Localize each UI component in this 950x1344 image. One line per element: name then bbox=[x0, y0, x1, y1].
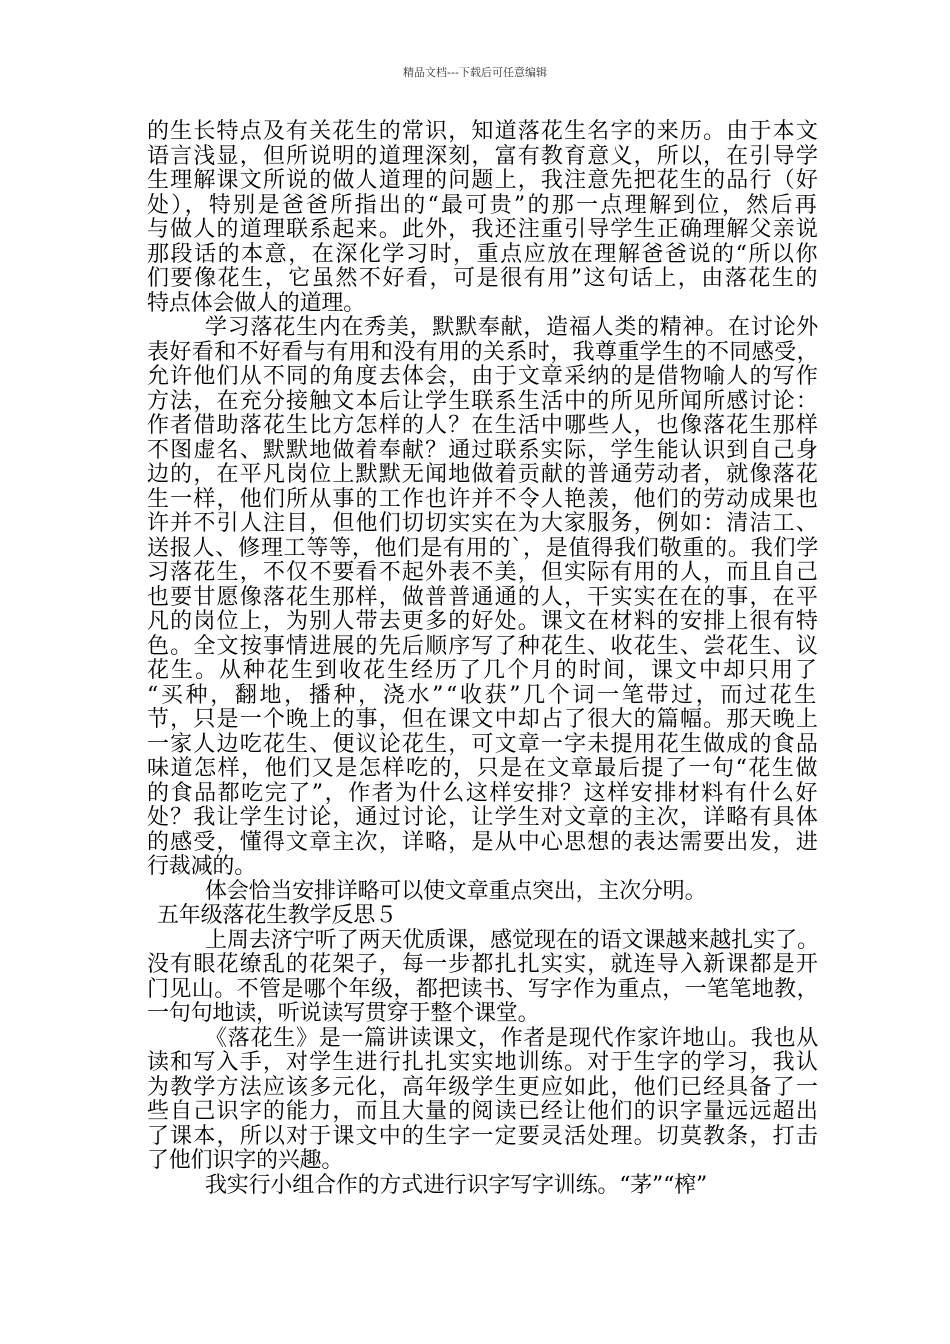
text-line: 体会恰当安排详略可以使文章重点突出，主次分明。 bbox=[205, 878, 707, 904]
text-line: 《落花生》是一篇讲读课文，作者是现代作家许地山。我也从 bbox=[205, 1025, 819, 1051]
paragraph bbox=[147, 120, 819, 316]
text-line: 的生长特点及有关花生的常识，知道落花生名字的来历。由于本文 bbox=[147, 119, 819, 144]
text-line: 一家人边吃花生、便议论花生，可文章一字未提用花生做成的食品 bbox=[147, 731, 819, 757]
text-line: 生理解课文所说的做人道理的问题上，我注意先把花生的品行（好 bbox=[147, 168, 819, 193]
text-line: 的食品都吃完了”，作者为什么这样安排？这样安排材料有什么好 bbox=[147, 780, 819, 806]
text-line: 学习落花生内在秀美，默默奉献，造福人类的精神。在讨论外 bbox=[205, 315, 819, 340]
paragraph bbox=[147, 929, 819, 1027]
text-line: 的感受，懂得文章主次，详略，是从中心思想的表达需要出发，进 bbox=[147, 829, 819, 855]
text-line: 味道怎样，他们又是怎样吃的，只是在文章最后提了一句“花生做 bbox=[147, 756, 819, 781]
text-line: 我实行小组合作的方式进行识字写字训练。“茅”“榨” bbox=[205, 1172, 707, 1198]
text-line: 一句句地读，听说读写贯穿于整个课堂。 bbox=[147, 1001, 540, 1026]
text-line: 边的，在平凡岗位上默默无闻地做着贡献的普通劳动者，就像落花 bbox=[147, 462, 819, 487]
text-line: 凡的岗位上，为别人带去更多的好处。课文在材料的安排上很有特 bbox=[147, 609, 819, 634]
paragraph bbox=[147, 880, 819, 905]
text-line: 方法，在充分接触文本后让学生联系生活中的所见所闻所感讨论： bbox=[147, 388, 819, 414]
text-line: 处？我让学生讨论，通过讨论，让学生对文章的主次，详略有具体 bbox=[147, 805, 819, 830]
text-line: 读和写入手，对学生进行扎扎实实地训练。对于生字的学习，我认 bbox=[147, 1050, 819, 1075]
paragraph bbox=[147, 316, 819, 880]
text-line: 作者借助落花生比方怎样的人？在生活中哪些人，也像落花生那样 bbox=[147, 413, 819, 438]
text-line: 没有眼花缭乱的花架子，每一步都扎扎实实，就连导入新课都是开 bbox=[147, 952, 819, 977]
text-line: 送报人、修理工等等，他们是有用的`，是值得我们敬重的。我们学 bbox=[147, 535, 819, 561]
text-line: 与做人的道理联系起来。此外，我还注重引导学生正确理解父亲说 bbox=[147, 217, 819, 242]
text-line: 节，只是一个晚上的事，但在课文中却占了很大的篇幅。那天晚上 bbox=[147, 707, 819, 732]
text-line: 习落花生，不仅不要看不起外表不美，但实际有用的人，而且自己 bbox=[147, 560, 819, 585]
page-header: 精品文档---下载后可任意编辑 bbox=[403, 66, 547, 79]
text-line: 不图虚名、默默地做着奉献？通过联系实际，学生能认识到自己身 bbox=[147, 437, 819, 463]
paragraph bbox=[147, 1027, 819, 1174]
document-body bbox=[147, 120, 819, 1198]
text-line: 们要像花生，它虽然不好看，可是很有用”这句话上，由落花生的 bbox=[147, 266, 819, 291]
text-line: 为教学方法应该多元化，高年级学生更应如此，他们已经具备了一 bbox=[147, 1074, 819, 1100]
text-line: 也要甘愿像落花生那样，做普普通通的人，干实实在在的事，在平 bbox=[147, 584, 819, 610]
text-line: 那段话的本意，在深化学习时，重点应放在理解爸爸说的“所以你 bbox=[147, 241, 819, 267]
text-line: 表好看和不好看与有用和没有用的关系时，我尊重学生的不同感受， bbox=[147, 339, 819, 365]
text-line: 允许他们从不同的角度去体会，由于文章采纳的是借物喻人的写作 bbox=[147, 364, 819, 389]
text-line: “买种，翻地，播种，浇水”“收获”几个词一笔带过，而过花生 bbox=[147, 682, 819, 708]
text-line: 语言浅显，但所说明的道理深刻，富有教育意义，所以，在引导学 bbox=[147, 143, 819, 169]
text-line: 特点体会做人的道理。 bbox=[147, 290, 366, 316]
text-line: 了课本，所以对于课文中的生字一定要灵活处理。切莫教条，打击 bbox=[147, 1123, 819, 1149]
text-line: 色。全文按事情进展的先后顺序写了种花生、收花生、尝花生、议 bbox=[147, 633, 819, 659]
text-line: 五年级落花生教学反思５ bbox=[157, 903, 397, 928]
text-line: 门见山。不管是哪个年级，都把读书、写字作为重点，一笔笔地教， bbox=[147, 976, 819, 1002]
text-line: 上周去济宁听了两天优质课，感觉现在的语文课越来越扎实了。 bbox=[205, 927, 819, 953]
text-line: 行裁减的。 bbox=[147, 854, 257, 879]
text-line: 些自己识字的能力，而且大量的阅读已经让他们的识字量远远超出 bbox=[147, 1099, 819, 1124]
paragraph bbox=[147, 1174, 819, 1199]
text-line: 了他们识字的兴趣。 bbox=[147, 1148, 344, 1173]
text-line: 生一样，他们所从事的工作也许并不令人艳羡，他们的劳动成果也 bbox=[147, 486, 819, 512]
text-line: 许并不引人注目，但他们切切实实在为大家服务，例如：清洁工、 bbox=[147, 511, 819, 536]
text-line: 处），特别是爸爸所指出的“最可贵”的那一点理解到位，然后再 bbox=[147, 192, 819, 218]
section-heading bbox=[147, 904, 819, 929]
text-line: 花生。从种花生到收花生经历了几个月的时间，课文中却只用了 bbox=[147, 658, 819, 683]
